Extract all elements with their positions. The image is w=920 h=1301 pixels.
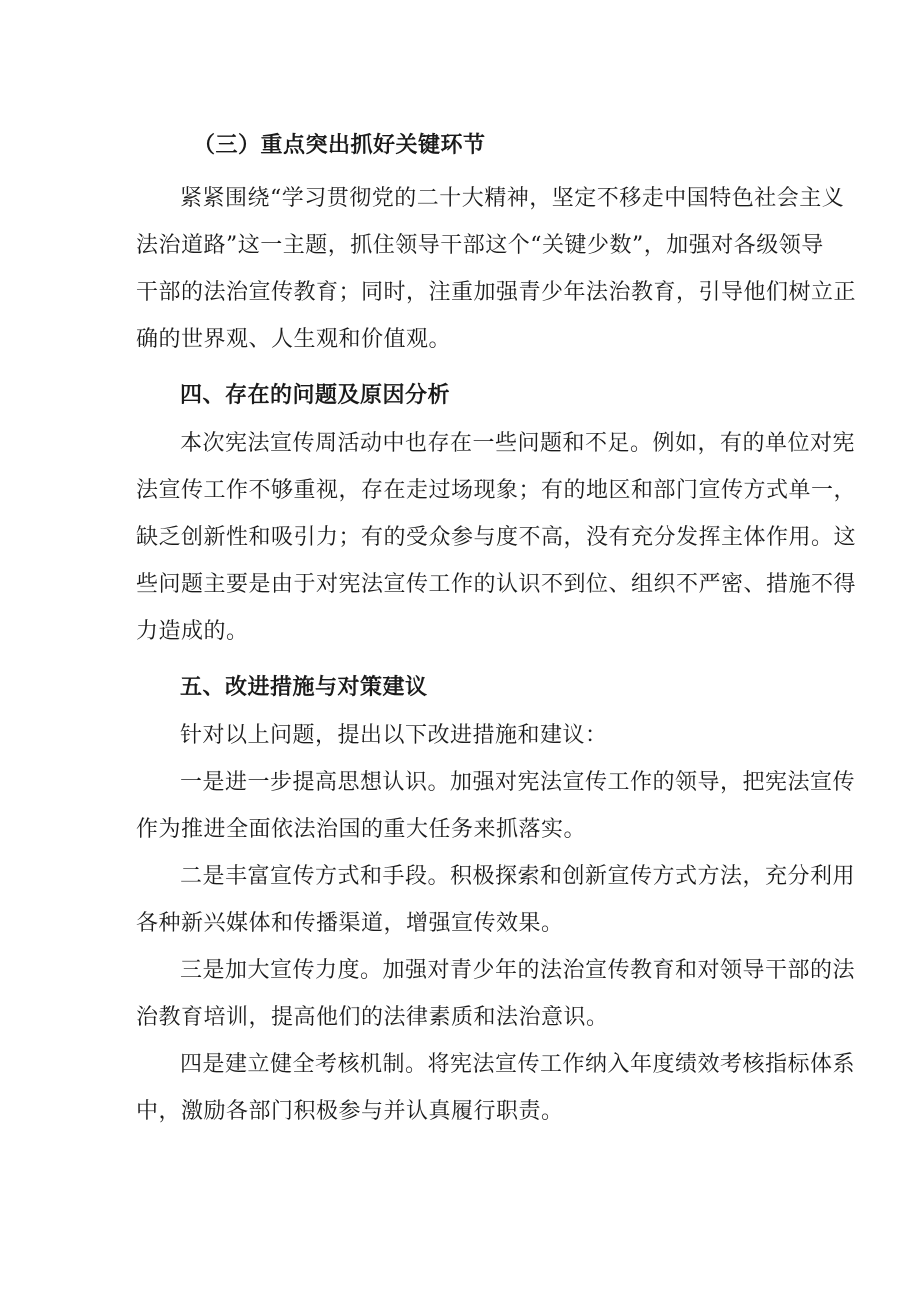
paragraph-measure-2 — [136, 853, 856, 947]
paragraph-line: 干部的法治宣传教育；同时，注重加强青少年法治教育，引导他们树立正 — [136, 280, 857, 305]
section-heading-improvements: 五、改进措施与对策建议 — [180, 674, 428, 700]
paragraph-line: 法宣传工作不够重视，存在走过场现象；有的地区和部门宣传方式单一， — [136, 478, 857, 503]
paragraph-measure-4 — [136, 1041, 856, 1135]
paragraph-line: 本次宪法宣传周活动中也存在一些问题和不足。例如，有的单位对宪 — [180, 431, 856, 456]
paragraph-line: 法治道路”这一主题，抓住领导干部这个“关键少数”，加强对各级领导 — [136, 233, 824, 258]
paragraph-line: 缺乏创新性和吸引力；有的受众参与度不高，没有充分发挥主体作用。这 — [136, 525, 857, 550]
paragraph-line: 一是进一步提高思想认识。加强对宪法宣传工作的领导，把宪法宣传 — [180, 770, 856, 795]
paragraph-measure-1 — [136, 759, 856, 853]
section-heading-problems: 四、存在的问题及原因分析 — [180, 382, 451, 408]
paragraph-line: 些问题主要是由于对宪法宣传工作的认识不到位、组织不严密、措施不得 — [136, 572, 857, 597]
paragraph-problems — [136, 420, 857, 655]
paragraph-line: 三是加大宣传力度。加强对青少年的法治宣传教育和对领导干部的法 — [180, 958, 856, 983]
paragraph-line: 二是丰富宣传方式和手段。积极探索和创新宣传方式方法，充分利用 — [180, 864, 856, 889]
paragraph-line: 各种新兴媒体和传播渠道，增强宣传效果。 — [136, 911, 564, 936]
paragraph-intro-measures — [136, 712, 788, 759]
paragraph-line: 中，激励各部门积极参与并认真履行职责。 — [136, 1099, 564, 1124]
subsection-heading: （三）重点突出抓好关键环节 — [193, 132, 486, 158]
document-page — [136, 125, 857, 1135]
paragraph-line: 紧紧围绕“学习贯彻党的二十大精神，坚定不移走中国特色社会主义 — [180, 186, 845, 211]
paragraph-line: 作为推进全面依法治国的重大任务来抓落实。 — [136, 817, 587, 842]
paragraph-measure-3 — [136, 947, 856, 1041]
paragraph-key-links — [136, 175, 857, 363]
paragraph-line: 四是建立健全考核机制。将宪法宣传工作纳入年度绩效考核指标体系 — [180, 1052, 856, 1077]
paragraph-line: 确的世界观、人生观和价值观。 — [136, 327, 452, 352]
paragraph-line: 力造成的。 — [136, 619, 249, 644]
paragraph-line: 治教育培训，提高他们的法律素质和法治意识。 — [136, 1005, 609, 1030]
paragraph-line: 针对以上问题，提出以下改进措施和建议： — [180, 723, 608, 748]
